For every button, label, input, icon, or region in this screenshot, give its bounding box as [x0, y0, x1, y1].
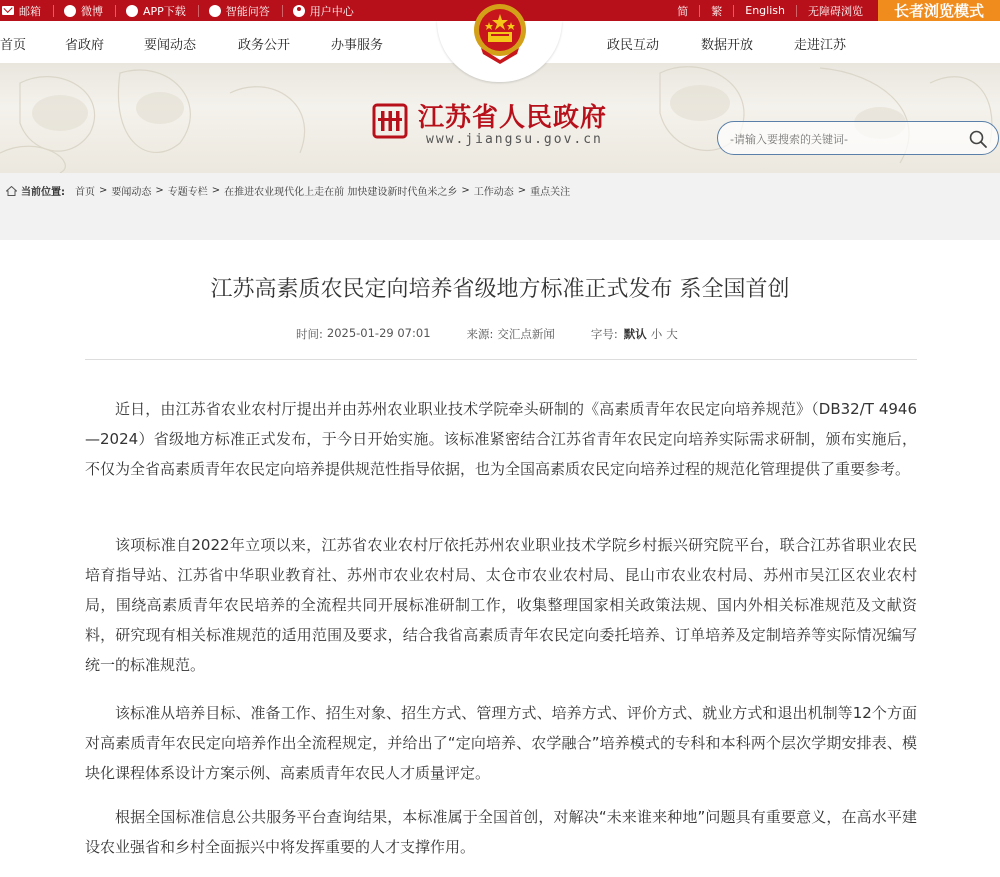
weibo-icon	[64, 5, 76, 17]
breadcrumb-separator: >	[99, 185, 108, 196]
search-input[interactable]	[730, 129, 955, 149]
breadcrumb-separator: >	[461, 185, 470, 196]
breadcrumb-separator: >	[517, 185, 527, 196]
nav-item-open-data[interactable]: 数据开放	[701, 38, 754, 53]
breadcrumb-item[interactable]: 工作动态	[473, 187, 514, 198]
breadcrumb-separator: >	[155, 185, 164, 196]
breadcrumb-item[interactable]: 首页	[75, 187, 95, 198]
site-logo-icon	[372, 103, 408, 139]
mail-link[interactable]	[0, 5, 54, 17]
divider	[85, 359, 917, 360]
article-title: 江苏高素质农民定向培养省级地方标准正式发布 系全国首创	[210, 277, 790, 302]
nav-item-provincial-gov[interactable]: 省政府	[65, 38, 105, 53]
national-emblem-icon[interactable]	[467, 0, 533, 70]
article-meta	[296, 326, 678, 342]
smart-qa-link[interactable]	[199, 5, 283, 17]
assistant-icon	[209, 5, 221, 17]
weibo-link[interactable]	[54, 5, 116, 17]
search-icon[interactable]	[968, 129, 988, 149]
font-size-default[interactable]: 默认	[623, 327, 647, 341]
home-icon	[6, 186, 17, 196]
app-icon	[126, 5, 138, 17]
article-paragraph: 近日，由江苏省农业农村厅提出并由苏州农业职业技术学院牵头研制的《高素质青年农民定向培养规范》（DB32/T 4946—2024）省级地方标准正式发布，于今日开始实施。该标准紧密结合江苏省青年农民定向培养实际需求研制，颁布实施后，不仅为全省高素质青年农民定向培养提供规范性指导依据，也为全国高素质农民定向培养过程的规范化管理提供了重要参考。	[85, 400, 917, 478]
font-size-large[interactable]: 大	[666, 327, 678, 341]
breadcrumb-item[interactable]: 在推进农业现代化上走在前 加快建设新时代鱼米之乡	[224, 187, 458, 198]
top-links-right	[666, 0, 1000, 21]
accessibility-link[interactable]: 无障碍浏览	[796, 5, 874, 17]
nav-item-home[interactable]: 首页	[0, 38, 27, 53]
top-links-left	[0, 0, 366, 21]
app-download-link[interactable]	[116, 5, 199, 17]
nav-item-gov-affairs[interactable]: 政务公开	[238, 38, 291, 53]
publish-time: 2025-01-29 07:01	[326, 326, 431, 340]
app-download-label: APP下载	[143, 4, 186, 18]
user-center-link[interactable]	[283, 5, 366, 17]
nav-item-about-jiangsu[interactable]: 走进江苏	[794, 38, 847, 53]
weibo-label: 微博	[81, 4, 103, 18]
user-center-label: 用户中心	[309, 4, 354, 18]
nav-item-interaction[interactable]: 政民互动	[607, 38, 660, 53]
breadcrumb	[0, 173, 1000, 205]
source-name: 交汇点新闻	[497, 327, 555, 341]
breadcrumb-separator: >	[211, 185, 221, 196]
breadcrumb-item[interactable]: 专题专栏	[167, 187, 208, 198]
mail-icon	[2, 6, 14, 15]
article-paragraph: 该标准从培养目标、准备工作、招生对象、招生方式、管理方式、培养方式、评价方式、就业方式和退出机制等12个方面对高素质青年农民定向培养作出全流程规定，并给出了“定向培养、农学融合”培养模式的专科和本科两个层次学期安排表、模块化课程体系设计方案示例、高素质青年农民人才质量评定。	[85, 704, 917, 782]
traditional-chinese-link[interactable]: 繁	[699, 5, 733, 17]
breadcrumb-label: 当前位置:	[21, 187, 65, 198]
site-title[interactable]: 江苏省人民政府	[418, 103, 608, 133]
smart-qa-label: 智能问答	[225, 4, 270, 18]
user-icon	[293, 5, 305, 17]
search-box	[717, 121, 999, 155]
english-link[interactable]: English	[733, 5, 796, 17]
time-label: 时间:	[296, 327, 323, 341]
breadcrumb-item[interactable]: 要闻动态	[111, 187, 152, 198]
elder-mode-button[interactable]: 长者浏览模式	[878, 0, 1000, 21]
mail-label: 邮箱	[19, 4, 41, 18]
site-url: www.jiangsu.gov.cn	[426, 132, 603, 147]
simplified-chinese-link[interactable]: 简	[677, 4, 689, 18]
nav-item-services[interactable]: 办事服务	[331, 38, 384, 53]
source-label: 来源:	[466, 327, 494, 341]
article-paragraph: 根据全国标准信息公共服务平台查询结果，本标准属于全国首创，对解决“未来谁来种地”问题具有重要意义，在高水平建设农业强省和乡村全面振兴中将发挥重要的人才支撑作用。	[85, 808, 917, 856]
breadcrumb-item[interactable]: 重点关注	[530, 187, 571, 198]
nav-item-news[interactable]: 要闻动态	[144, 38, 197, 53]
font-size-label: 字号:	[590, 327, 618, 341]
font-size-small[interactable]: 小	[650, 327, 663, 341]
article-paragraph: 该项标准自2022年立项以来，江苏省农业农村厅依托苏州农业职业技术学院乡村振兴研究院平台，联合江苏省职业农民培育指导站、江苏省中华职业教育社、苏州市农业农村局、太仓市农业农村局、昆山市农业农村局、苏州市吴江区农业农村局，围绕高素质青年农民培养的全流程共同开展标准研制工作，收集整理国家相关政策法规、国内外相关标准规范及文献资料，研究现有相关标准规范的适用范围及要求，结合我省高素质青年农民定向委托培养、订单培养及定制培养等实际情况编写统一的标准规范。	[85, 536, 917, 674]
